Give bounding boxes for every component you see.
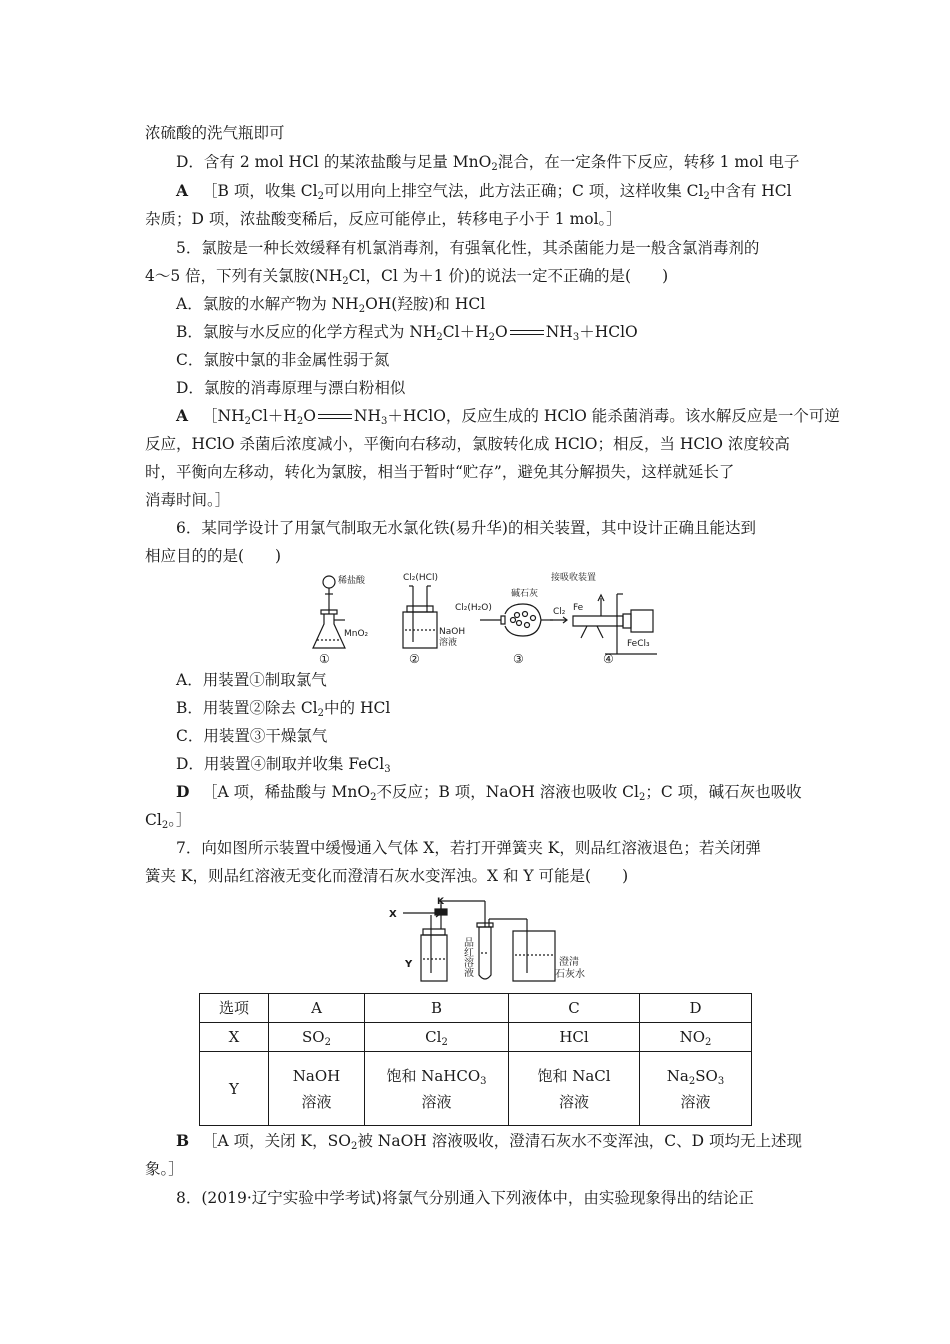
q6-stem: 6．某同学设计了用氯气制取无水氯化铁(易升华)的相关装置，其中设计正确且能达到: [176, 519, 756, 537]
q5-explanation-cont: 消毒时间。］: [145, 491, 231, 509]
q4-explanation: A ［B 项，收集 $Cl_2$可以用向上排空气法，此方法正确；C 项，这样收集 $Cl_2$中含有 HCl: [176, 181, 792, 202]
beaker-icon: [513, 931, 555, 981]
svg-text:Cl₂: Cl₂: [553, 607, 566, 617]
table-cell: Y: [200, 1052, 269, 1126]
equilibrium-sign: [510, 328, 544, 338]
table-cell: HCl: [509, 1023, 640, 1052]
table-cell: NaOH 溶液: [269, 1052, 365, 1126]
svg-text:①: ①: [319, 652, 330, 666]
svg-text:Cl₂(H₂O): Cl₂(H₂O): [455, 603, 492, 613]
svg-text:③: ③: [513, 652, 524, 666]
answer-letter: B: [176, 1131, 190, 1150]
q6-explanation: D ［A 项，稀盐酸与 MnO$_2$不反应；B 项，NaOH 溶液也吸收 $Cl_2$；C 项，碱石灰也吸收: [176, 782, 802, 803]
apparatus-figure-q6: [305, 570, 660, 666]
apparatus-figure-q7: [385, 893, 600, 985]
table-cell: 选项: [200, 994, 269, 1023]
q4-option-d: D．含有 2 mol HCl 的某浓盐酸与足量 MnO$_2$混合，在一定条件下反应，转移 1 mol 电子: [176, 153, 800, 173]
pin-hong-label: [462, 937, 474, 978]
svg-text:Cl₂(HCl): Cl₂(HCl): [403, 573, 438, 583]
svg-text:石灰水: 石灰水: [555, 969, 585, 980]
q5-option-d: D．氯胺的消毒原理与漂白粉相似: [176, 379, 406, 397]
table-cell: D: [640, 994, 752, 1023]
svg-text:稀盐酸: 稀盐酸: [338, 576, 366, 586]
q7-explanation-cont: 象。］: [145, 1160, 184, 1178]
answer-letter: A: [176, 406, 189, 425]
q6-option-c: C．用装置③干燥氯气: [176, 727, 328, 745]
q5-stem-cont: 4～5 倍，下列有关氯胺($NH_2Cl$，Cl 为＋1 价)的说法一定不正确的是( ): [145, 267, 669, 287]
q5-option-b: B．氯胺与水反应的化学方程式为 $NH_2Cl+H_2O$ $NH_3+HClO$: [176, 323, 638, 343]
table-cell: A: [269, 994, 365, 1023]
svg-text:碱石灰: 碱石灰: [511, 589, 539, 599]
table-header-row: [200, 994, 752, 1023]
table-cell: B: [365, 994, 509, 1023]
gas-bottle-icon: [421, 935, 447, 981]
q6-option-d: D．用装置④制取并收集 FeCl$_3$: [176, 755, 391, 775]
svg-text:④: ④: [603, 652, 614, 666]
options-table: [199, 993, 752, 1126]
svg-text:NaOH: NaOH: [439, 627, 466, 637]
answer-letter: A: [176, 181, 189, 200]
svg-text:MnO₂: MnO₂: [344, 629, 369, 639]
svg-text:K: K: [437, 897, 444, 907]
svg-text:溶液: 溶液: [439, 638, 458, 648]
answer-letter: D: [176, 782, 190, 801]
svg-text:Fe: Fe: [573, 603, 584, 613]
svg-text:②: ②: [409, 652, 420, 666]
table-cell: $NO_2$: [640, 1023, 752, 1052]
table-cell: 饱和 NaCl 溶液: [509, 1052, 640, 1126]
q5-option-a: A．氯胺的水解产物为 $NH_2OH$(羟胺)和 HCl: [176, 295, 486, 315]
q5-explanation-cont: 反应，HClO 杀菌后浓度减小，平衡向右移动，氯胺转化成 HClO；相反，当 HClO 浓度较高: [145, 435, 790, 453]
q7-stem: 7．向如图所示装置中缓慢通入气体 X，若打开弹簧夹 K，则品红溶液退色；若关闭弹: [176, 839, 761, 857]
q7-explanation: B ［A 项，关闭 K，$SO_2$被 NaOH 溶液吸收，澄清石灰水不变浑浊，C、D 项均无上述现: [176, 1131, 802, 1152]
svg-text:X: X: [389, 909, 397, 920]
q8-stem: 8．(2019·辽宁实验中学考试)将氯气分别通入下列液体中，由实验现象得出的结论正: [176, 1189, 754, 1207]
q6-option-b: B．用装置②除去 $Cl_2$中的 HCl: [176, 699, 391, 719]
table-row: [200, 1052, 752, 1126]
text-line: 浓硫酸的洗气瓶即可: [145, 124, 285, 142]
svg-text:澄清: 澄清: [559, 957, 579, 968]
q7-stem-cont: 簧夹 K，则品红溶液无变化而澄清石灰水变浑浊。X 和 Y 可能是( ): [145, 867, 629, 885]
table-cell: X: [200, 1023, 269, 1052]
q6-explanation-cont: $Cl_2$。］: [145, 811, 192, 831]
collection-bottle-icon: [631, 610, 653, 632]
equilibrium-sign: [318, 412, 352, 422]
q5-stem: 5．氯胺是一种长效缓释有机氯消毒剂，有强氧化性，其杀菌能力是一般含氯消毒剂的: [176, 239, 760, 257]
funnel-bulb-icon: [323, 576, 335, 588]
reaction-tube-icon: [573, 616, 623, 626]
svg-text:接吸收装置: 接吸收装置: [551, 573, 597, 583]
q6-option-a: A．用装置①制取氯气: [176, 671, 327, 689]
q5-explanation: A $[NH_2Cl+H_2O$ $NH_3+HClO$，反应生成的 HClO 能杀菌消毒。该水解反应是一个可逆: [176, 406, 840, 427]
table-cell: 饱和 NaHCO$_3$ 溶液: [365, 1052, 509, 1126]
q4-explanation-cont: 杂质；D 项，浓盐酸变稀后，反应可能停止，转移电子小于 1 mol。］: [145, 210, 622, 228]
table-cell: $Na_2SO_3$ 溶液: [640, 1052, 752, 1126]
svg-text:Y: Y: [405, 959, 413, 970]
q5-option-c: C．氯胺中氯的非金属性弱于氮: [176, 351, 390, 369]
wash-bottle-icon: [403, 612, 437, 648]
svg-text:品红溶液: 品红溶液: [461, 937, 473, 977]
table-cell: $Cl_2$: [365, 1023, 509, 1052]
q5-explanation-cont: 时，平衡向左移动，转化为氯胺，相当于暂时“贮存”，避免其分解损失，这样就延长了: [145, 463, 735, 481]
q6-stem-cont: 相应目的的是( ): [145, 547, 282, 565]
table-row: [200, 1023, 752, 1052]
table-cell: $SO_2$: [269, 1023, 365, 1052]
flask-icon: [313, 614, 345, 648]
table-cell: C: [509, 994, 640, 1023]
svg-text:FeCl₃: FeCl₃: [627, 639, 650, 649]
